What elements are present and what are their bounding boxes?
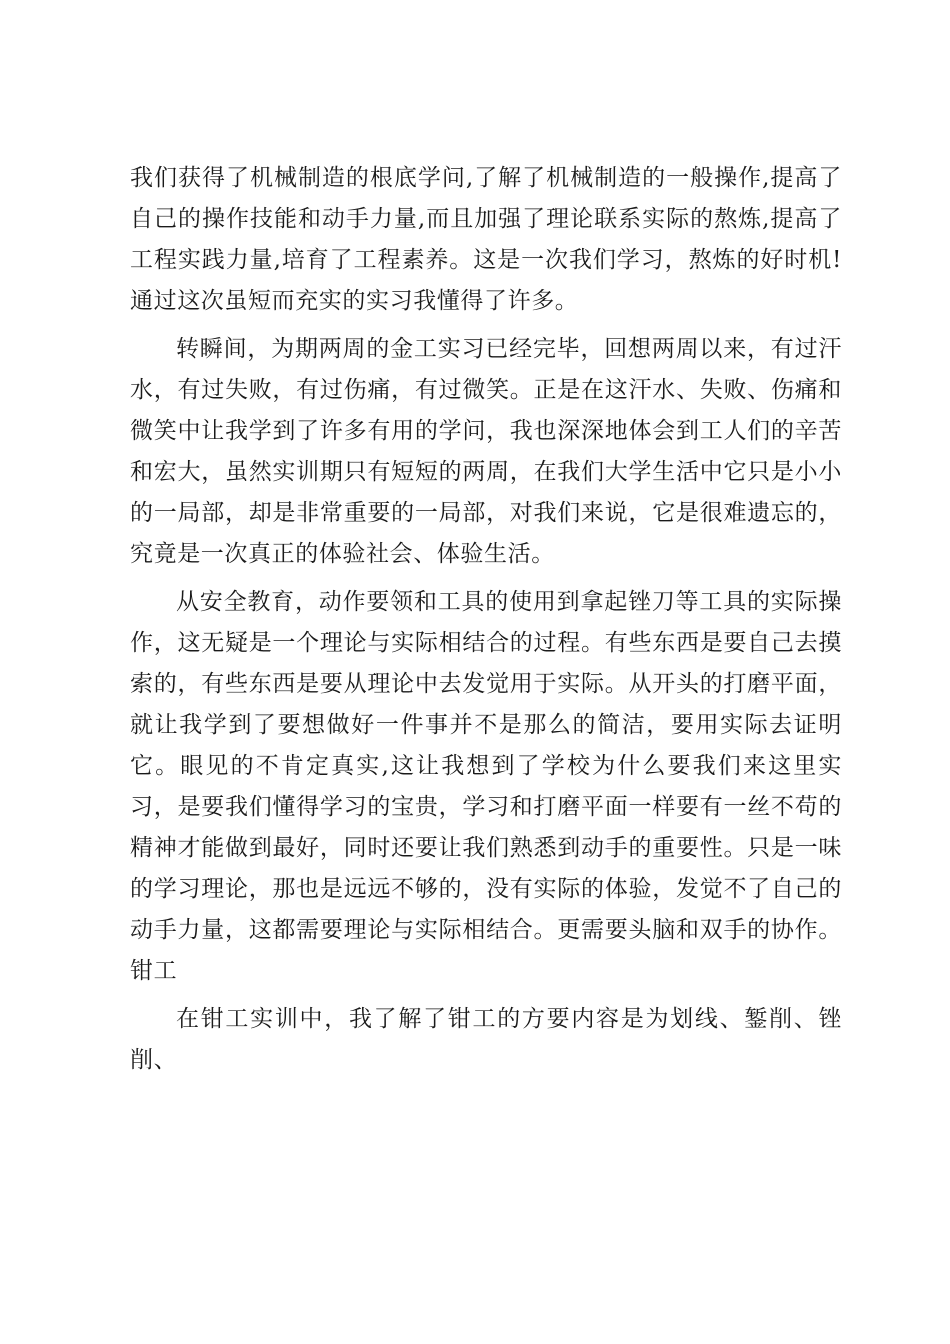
paragraph-4: 在钳工实训中，我了解了钳工的方要内容是为划线、錾削、锉削、 xyxy=(130,1006,842,1073)
paragraph-3: 从安全教育，动作要领和工具的使用到拿起锉刀等工具的实际操作，这无疑是一个理论与实际相结合的过程。有些东西是要自己去摸索的，有些东西是要从理论中去发觉用于实际。从开头的打磨平面，就让我学到了要想做好一件事并不是那么的简洁，要用实际去证明它。眼见的不肯定真实,这让我想到了学校为什么要我们来这里实习，是要我们懂得学习的宝贵，学习和打磨平面一样要有一丝不苟的精神才能做到最好，同时还要让我们熟悉到动手的重要性。只是一味的学习理论，那也是远远不够的，没有实际的体验，发觉不了自己的动手力量，这都需要理论与实际相结合。更需要头脑和双手的协作。 钳工 xyxy=(130,589,842,984)
document-body xyxy=(130,158,842,1088)
paragraph-1: 我们获得了机械制造的根底学问,了解了机械制造的一般操作,提高了自己的操作技能和动手力量,而且加强了理论联系实际的熬炼,提高了工程实践力量,培育了工程素养。这是一次我们学习，熬炼的好时机!通过这次虽短而充实的实习我懂得了许多。 xyxy=(130,165,842,314)
paragraph-2: 转瞬间，为期两周的金工实习已经完毕，回想两周以来，有过汗水，有过失败，有过伤痛，有过微笑。正是在这汗水、失败、伤痛和微笑中让我学到了许多有用的学问，我也深深地体会到工人们的辛苦和宏大，虽然实训期只有短短的两周，在我们大学生活中它只是小小的一局部，却是非常重要的一局部，对我们来说，它是很难遗忘的，究竟是一次真正的体验社会、体验生活。 xyxy=(130,336,842,567)
